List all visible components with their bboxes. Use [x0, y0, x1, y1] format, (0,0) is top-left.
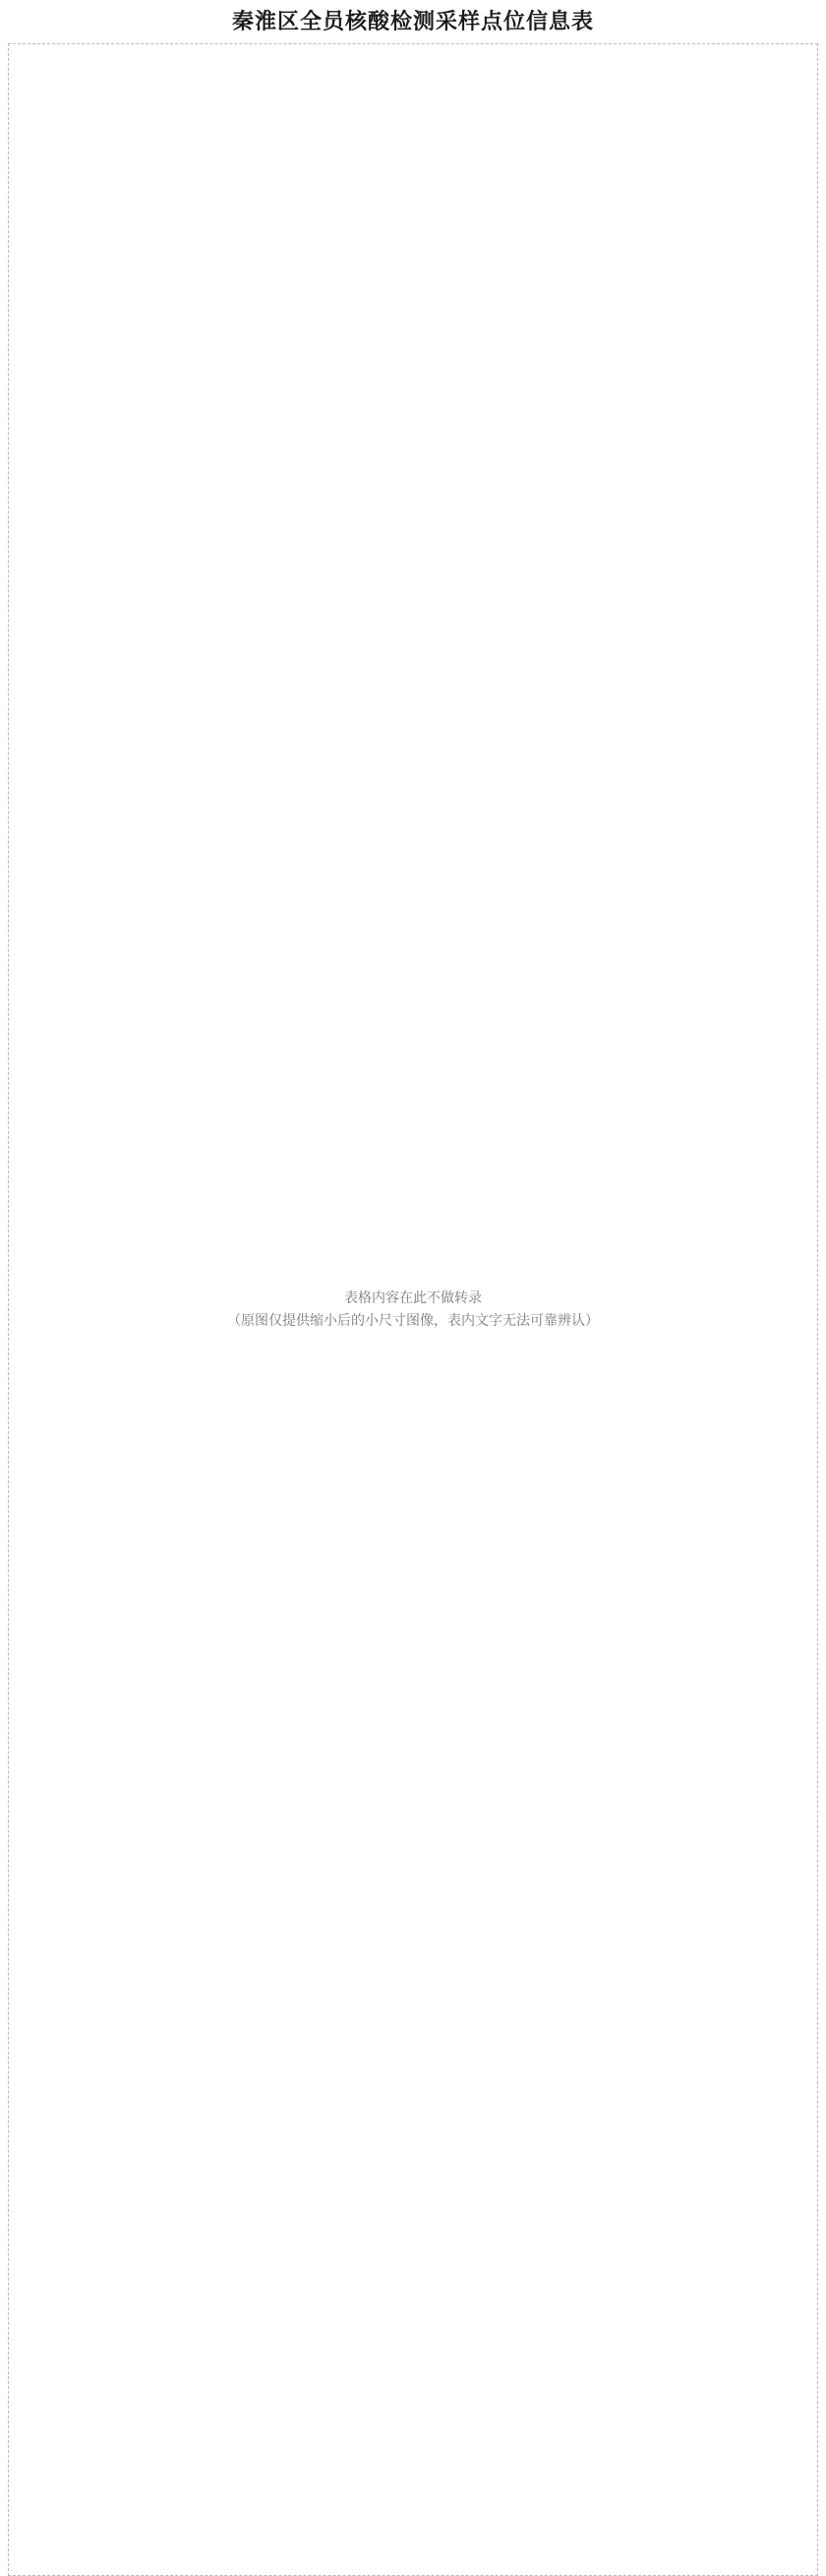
table-omitted-notice: 表格内容在此不做转录 （原图仅提供缩小后的小尺寸图像，表内文字无法可靠辨认）: [8, 43, 818, 2576]
document-title: 秦淮区全员核酸检测采样点位信息表: [231, 9, 594, 34]
